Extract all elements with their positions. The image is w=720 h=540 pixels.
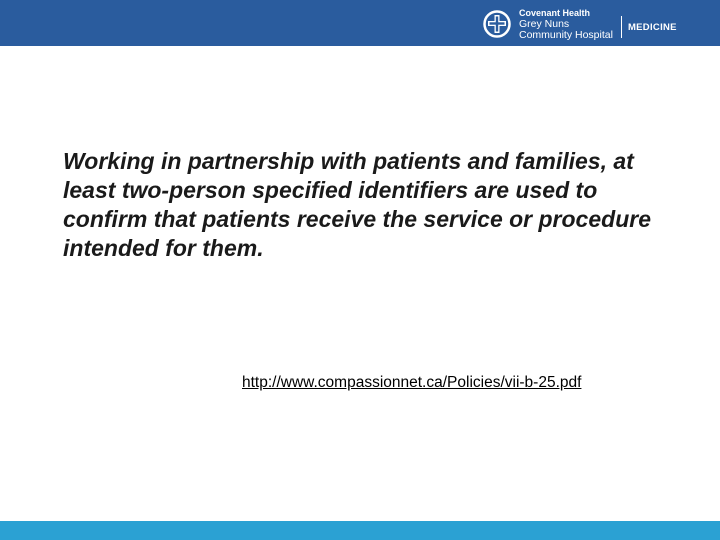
logo-divider [621,16,622,38]
policy-statement: Working in partnership with patients and families, at least two-person specified identifiers are used to confirm that patients receive the service or procedure intended for them. [63,148,651,261]
hospital-logo [483,6,677,42]
department-label: MEDICINE [627,22,677,33]
org-name-line-2: Grey Nuns [519,17,570,30]
policy-link[interactable]: http://www.compassionnet.ca/Policies/vii-b-25.pdf [242,374,582,391]
org-name-line-1: Covenant Health [519,7,591,18]
org-name-line-3: Community Hospital [519,28,613,41]
header-bar [0,0,720,46]
footer-bar [0,521,720,540]
organization-name [519,8,613,41]
cross-in-circle-icon [483,10,511,38]
